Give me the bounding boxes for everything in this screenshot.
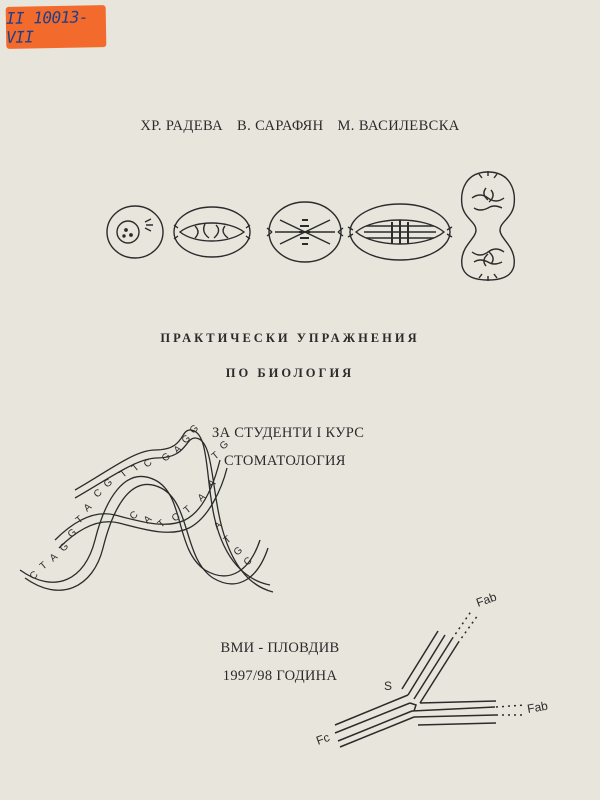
dna-base-letter: A (47, 551, 61, 565)
author-2: В. САРАФЯН (237, 118, 324, 134)
audience-line-2: СТОМАТОЛОГИЯ (224, 453, 346, 469)
dna-base-letter: C (241, 555, 255, 569)
title-line-1: ПРАКТИЧЕСКИ УПРАЖНЕНИЯ (160, 331, 420, 345)
dna-base-letter: C (127, 509, 141, 523)
dna-base-letter: G (231, 544, 245, 559)
s-label: S (384, 679, 393, 693)
dna-base-letter: T (73, 513, 86, 527)
dna-base-letter: G (57, 540, 71, 555)
cell-division-illustration (100, 160, 540, 285)
dna-base-letter: A (141, 513, 155, 527)
library-sticker (6, 5, 107, 49)
dna-base-letter: A (211, 519, 225, 533)
author-3: М. ВАСИЛЕВСКА (337, 118, 460, 134)
dna-base-letter: T (221, 533, 234, 547)
dna-base-letter: T (209, 449, 222, 463)
dna-base-letter: T (181, 503, 194, 517)
fab-top-label: Fab (474, 589, 499, 610)
fc-label: Fc (314, 730, 332, 748)
dna-base-letter: C (91, 487, 105, 501)
author-1: ХР. РАДЕВА (140, 118, 223, 134)
dna-base-letter: T (129, 461, 142, 475)
dna-base-letter: A (205, 477, 219, 491)
dna-base-letter: C (141, 457, 155, 471)
dna-base-letter: T (117, 467, 130, 481)
authors-line (0, 118, 600, 135)
dna-base-letter: A (195, 491, 209, 505)
dna-base-letter: G (65, 526, 79, 541)
dna-base-letter: C (27, 569, 41, 583)
dna-base-letter: A (171, 443, 185, 457)
library-code: II 10013-VII (5, 7, 89, 47)
dna-base-letter: G (217, 438, 231, 453)
dna-base-letter: T (37, 559, 50, 573)
antibody-illustration (310, 585, 585, 755)
dna-base-letter: G (179, 432, 193, 447)
dna-helix-illustration (15, 420, 280, 605)
dna-base-letter: A (81, 501, 95, 515)
dna-base-letter: G (101, 476, 115, 491)
dna-base-letter: C (169, 511, 183, 525)
dna-base-letter: G (187, 422, 201, 437)
fab-right-label: Fab (526, 698, 549, 716)
title-line-2: ПО БИОЛОГИЯ (225, 366, 355, 380)
publisher-name: ВМИ - ПЛОВДИВ (220, 640, 340, 656)
publication-year: 1997/98 ГОДИНА (222, 668, 338, 684)
audience-line-1: ЗА СТУДЕНТИ I КУРС (212, 425, 365, 441)
dna-base-letter: G (159, 450, 173, 465)
dna-base-letter: T (155, 517, 168, 531)
